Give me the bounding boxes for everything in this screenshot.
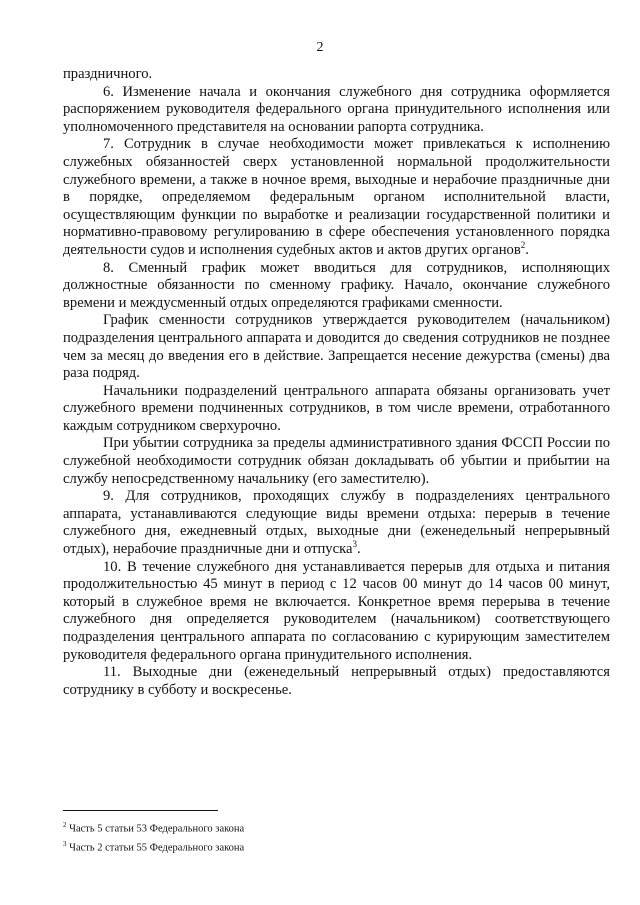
footnote-3: $^3$ Часть 2 статьи 55 Федерального закона xyxy=(63,839,245,853)
footnotes xyxy=(63,818,583,855)
paragraph-time-accounting: Начальники подразделений центрального аппарата обязаны организовать учет служебного времени подчиненных сотрудников, в том числе времени, отработанного каждым сотрудником сверхурочно. xyxy=(63,382,610,434)
paragraph-9: 9. Для сотрудников, проходящих службу в подразделениях центрального аппарата, устанавливаются следующие виды времени отдыха: перерыв в течение служебного дня, ежедневный отдых, выходные дни (еженедельный непрерывный отдых), нерабочие праздничные дни и отпуска$^3$. xyxy=(63,488,610,558)
footnote-2: $^2$ Часть 5 статьи 53 Федерального закона xyxy=(63,821,245,835)
page-number: 2 xyxy=(316,40,324,55)
paragraph-11: 11. Выходные дни (еженедельный непрерывный отдых) предоставляются сотруднику в субботу и воскресенье. xyxy=(63,664,610,698)
footnote-ref-2[interactable]: 2 xyxy=(520,240,526,251)
paragraph-8: 8. Сменный график может вводиться для сотрудников, исполняющих должностные обязанности по сменному графику. Начало, окончание служебного времени и междусменный отдых определяются графиками сменности. xyxy=(63,259,610,311)
paragraph-continuation: праздничного. xyxy=(63,66,153,82)
footnote-ref-3[interactable]: 3 xyxy=(352,539,357,550)
document-body xyxy=(63,66,610,699)
paragraph-7: 7. Сотрудник в случае необходимости может привлекаться к исполнению служебных обязанностей сверх установленной нормальной продолжительности служебного времени, а также в ночное время, выходные и нерабочие праздничные дни в порядке, определяемом федеральным органом исполнительной власти, осуществляющим функции по выработке и реализации государственной политики и нормативно-правовому регулированию в сфере обеспечения установленного порядка деятельности судов и исполнения судебных актов и актов других органов$^2$. xyxy=(63,136,610,258)
paragraph-shift-schedule: График сменности сотрудников утверждается руководителем (начальником) подразделения центрального аппарата и доводится до сведения сотрудников не позднее чем за месяц до введения его в действие. Запрещается несение дежурства (смены) два раза подряд. xyxy=(63,312,610,382)
paragraph-6: 6. Изменение начала и окончания служебного дня сотрудника оформляется распоряжением руководителя федерального органа принудительного исполнения или уполномоченного представителя на основании рапорта сотрудника. xyxy=(63,83,610,135)
footnote-divider xyxy=(63,810,218,811)
paragraph-leaving-building: При убытии сотрудника за пределы административного здания ФССП России по служебной необходимости сотрудник обязан докладывать об убытии и прибытии на службу непосредственному начальнику (его заместителю). xyxy=(63,435,610,487)
paragraph-10: 10. В течение служебного дня устанавливается перерыв для отдыха и питания продолжительностью 45 минут в период с 12 часов 00 минут до 14 часов 00 минут, который в служебное время не включается. Конкретное время перерыва в течение служебного дня определяется руководителем (начальником) соответствующего подразделения центрального аппарата по согласованию с курирующим заместителем руководителя федерального органа принудительного исполнения. xyxy=(63,558,610,663)
